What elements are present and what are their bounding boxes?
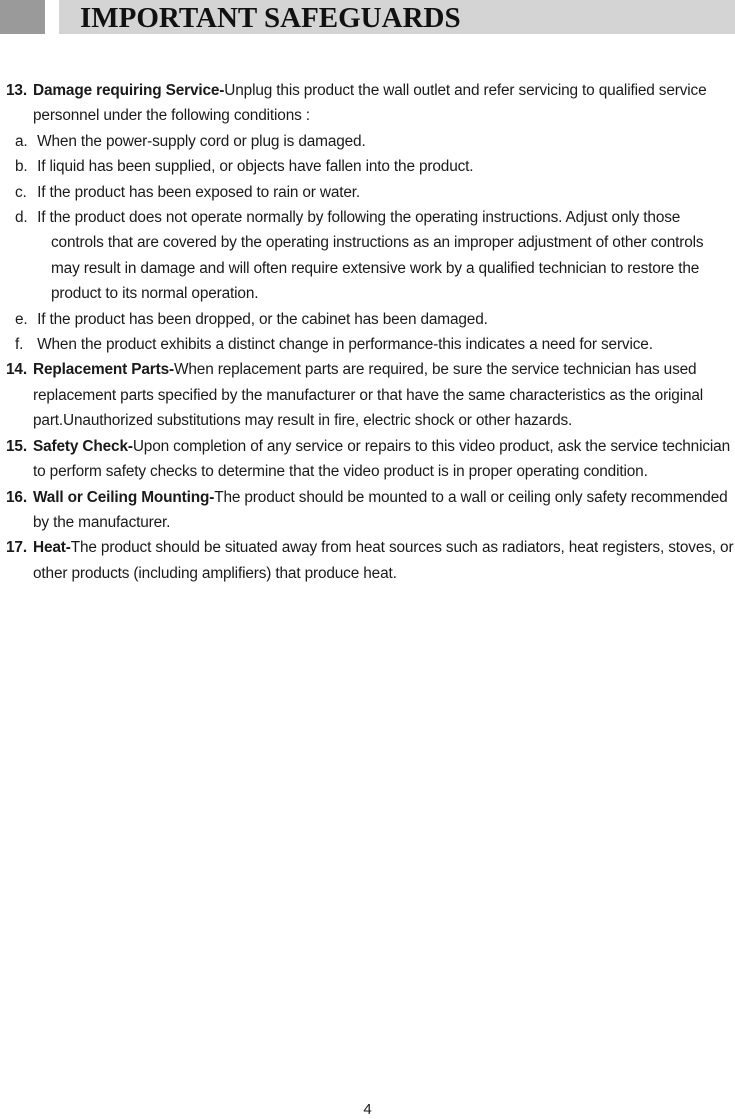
item-number: 17. [6,539,27,557]
page-title: IMPORTANT SAFEGUARDS [80,2,461,34]
item-text: Unplug this product the wall outlet and refer servicing to qualified service personnel under the following conditions : [33,82,707,125]
list-item-13 [6,78,735,357]
page-number: 4 [363,1101,372,1118]
sub-item-e: e. If the product has been dropped, or the cabinet has been damaged. [15,310,488,328]
list-item-14 [6,357,735,433]
item-text: The product should be mounted to a wall or ceiling only safety recommended by the manufacturer. [33,488,728,531]
item-text: Upon completion of any service or repairs to this video product, ask the service technician to perform safety checks to determine that the video product is in proper operating condition. [33,437,730,481]
sub-text: When the power-supply cord or plug is damaged. [37,132,366,150]
sub-list [15,129,735,358]
sub-item-c: c. If the product has been exposed to rain or water. [15,183,361,201]
item-number: 16. [6,488,27,506]
item-title: Safety Check- [33,437,133,455]
sub-text: If the product has been exposed to rain or water. [37,183,361,201]
sub-text: If the product has been dropped, or the cabinet has been damaged. [37,310,488,328]
item-paragraph [33,357,735,433]
list-item-17 [6,535,735,586]
item-title: Wall or Ceiling Mounting- [33,488,215,506]
item-paragraph [33,434,735,485]
sub-text: If the product does not operate normally by following the operating instructions. Adjust only those controls that are covered by the operating instructions as an improper adjustment of other controls may result in damage and will often require extensive work by a qualified technician to restore the product to its normal operation. [37,209,704,303]
item-paragraph [33,535,735,586]
list-item-16 [6,485,735,536]
item-number: 15. [6,437,27,455]
sub-item-b: b. If liquid has been supplied, or objects have fallen into the product. [15,158,474,176]
item-paragraph [33,485,735,536]
sub-item-d: d. If the product does not operate normally by following the operating instructions. Adjust only those controls that are covered by the operating instructions as an improper adjustment of other controls may result in damage and will often require extensive work by a qualified technician to restore the product to its normal operation. [15,209,704,303]
safeguards-list [6,78,735,586]
sub-text: If liquid has been supplied, or objects have fallen into the product. [37,158,474,176]
sub-text: When the product exhibits a distinct change in performance-this indicates a need for service. [37,336,653,354]
item-paragraph [33,78,735,129]
item-title: Heat- [33,539,71,557]
item-text: When replacement parts are required, be sure the service technician has used replacement parts specified by the manufacturer or that have the same characteristics as the original part.Unauthorized substitutions may result in fire, electric shock or other hazards. [33,361,704,430]
sub-item-f: f. When the product exhibits a distinct change in performance-this indicates a need for service. [15,336,653,354]
item-title: Replacement Parts- [33,361,175,379]
header-accent-block [0,0,45,34]
sub-item-a: a. When the power-supply cord or plug is damaged. [15,132,366,150]
item-title: Damage requiring Service- [33,82,225,99]
item-number: 14. [6,361,27,379]
item-text: The product should be situated away from heat sources such as radiators, heat registers, stoves, or other products (including amplifiers) that produce heat. [33,539,734,582]
list-item-15 [6,434,735,485]
item-number: 13. [6,82,27,99]
